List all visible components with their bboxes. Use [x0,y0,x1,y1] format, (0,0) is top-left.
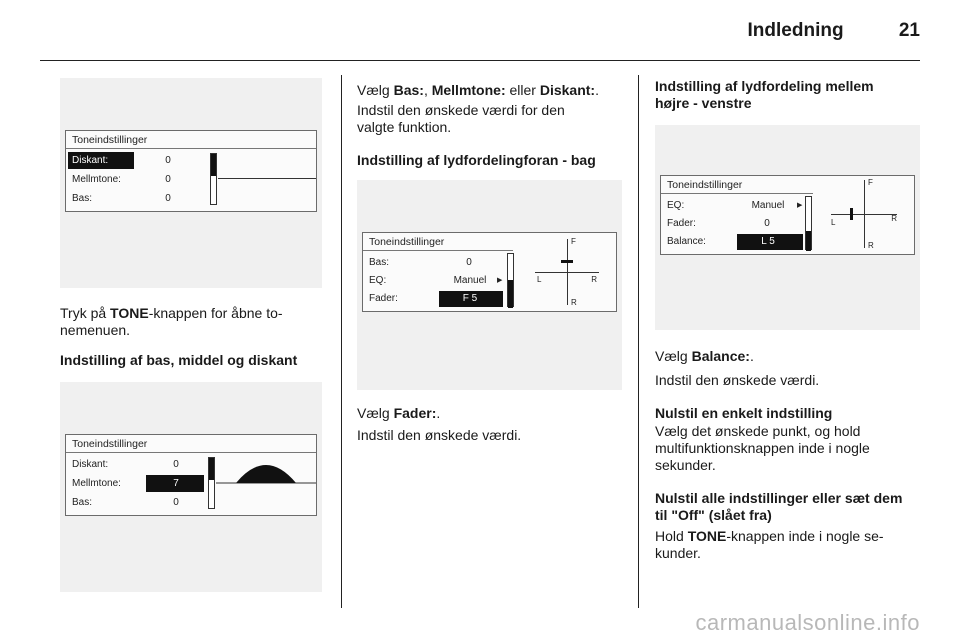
menu-row-bass: Bas: 0 [72,193,171,204]
scrollbar [805,196,812,250]
heading-bass-mid-treble: Indstilling af bas, middel og diskant [60,352,298,368]
page-header [748,20,920,42]
paragraph-reset-all: Hold TONE-knappen inde i nogle se- kunder. [655,528,884,561]
fader-balance-cross: F R L R [831,178,897,250]
menu-row-eq: EQ: Manuel ▶ [363,272,508,289]
column-divider-2 [638,75,639,608]
paragraph-set-desired: Indstil den ønskede værdi. [655,372,820,388]
figure-fader [357,180,622,390]
figure-tone-menu [60,78,322,288]
display-screen: Toneindstillinger Diskant: 0 Mellmtone: 7 Bas: 0 [65,434,317,516]
column-divider-1 [341,75,342,608]
menu-row-eq: EQ: Manuel ▶ [661,197,809,214]
display-screen [65,130,317,212]
paragraph-set-desired: Indstil den ønskede værdi. [357,427,522,443]
header-rule [40,60,920,61]
level-line [218,178,316,179]
paragraph-reset-single: Vælg det ønskede punkt, og hold multifunktionsknappen inde i nogle sekunder. [655,423,870,473]
menu-row-bass: Bas: 0 [369,257,472,268]
paragraph-select-fader: Vælg Fader:. [357,405,441,421]
menu-row-fader: Fader: 0 [667,218,770,229]
figure-balance [655,125,920,330]
heading-balance: Indstilling af lydfordeling mellem højre - venstre [655,78,874,111]
page-number: 21 [898,20,920,41]
screen-title: Toneindstillinger [72,134,148,146]
menu-row-bass: Bas: 0 [72,497,179,508]
display-screen: Toneindstillinger EQ: Manuel ▶ Fader: 0 Balance: L 5 F R L R [660,175,915,255]
fader-balance-cross: F R L R [537,237,597,307]
figure-tone-mid [60,382,322,592]
menu-row-fader: Fader: F 5 [363,290,508,307]
balance-marker [850,208,853,220]
watermark: carmanualsonline.info [695,610,920,635]
chapter-title: Indledning [747,20,844,41]
scrollbar [208,457,215,509]
menu-row-middle: Mellmtone: 0 [72,174,171,185]
scrollbar [507,253,514,307]
paragraph-set-value: Indstil den ønskede værdi for den valgte funktion. [357,102,565,135]
menu-row-balance: Balance: L 5 [661,233,809,250]
paragraph-select-band: Vælg Bas:, Mellmtone: eller Diskant:. [357,82,599,98]
menu-row-treble: Diskant: 0 [72,459,179,470]
paragraph-select-balance: Vælg Balance:. [655,348,754,364]
heading-fader: Indstilling af lydfordelingforan - bag [357,152,596,168]
eq-curve [216,455,316,485]
fader-marker [561,260,573,263]
display-screen: Toneindstillinger Bas: 0 EQ: Manuel ▶ Fader: F 5 F R L R [362,232,617,312]
menu-row-middle: Mellmtone: 7 [66,475,206,492]
menu-row-treble: Diskant: 0 [66,152,206,169]
heading-reset-single: Nulstil en enkelt indstilling [655,405,833,421]
scrollbar [210,153,217,205]
paragraph-tone-button: Tryk på TONE-knappen for åbne to- nemenuen. [60,305,283,338]
right-arrow-icon: ▶ [497,277,503,284]
heading-reset-all: Nulstil alle indstillinger eller sæt dem til "Off" (slået fra) [655,490,903,523]
right-arrow-icon: ▶ [797,202,803,209]
